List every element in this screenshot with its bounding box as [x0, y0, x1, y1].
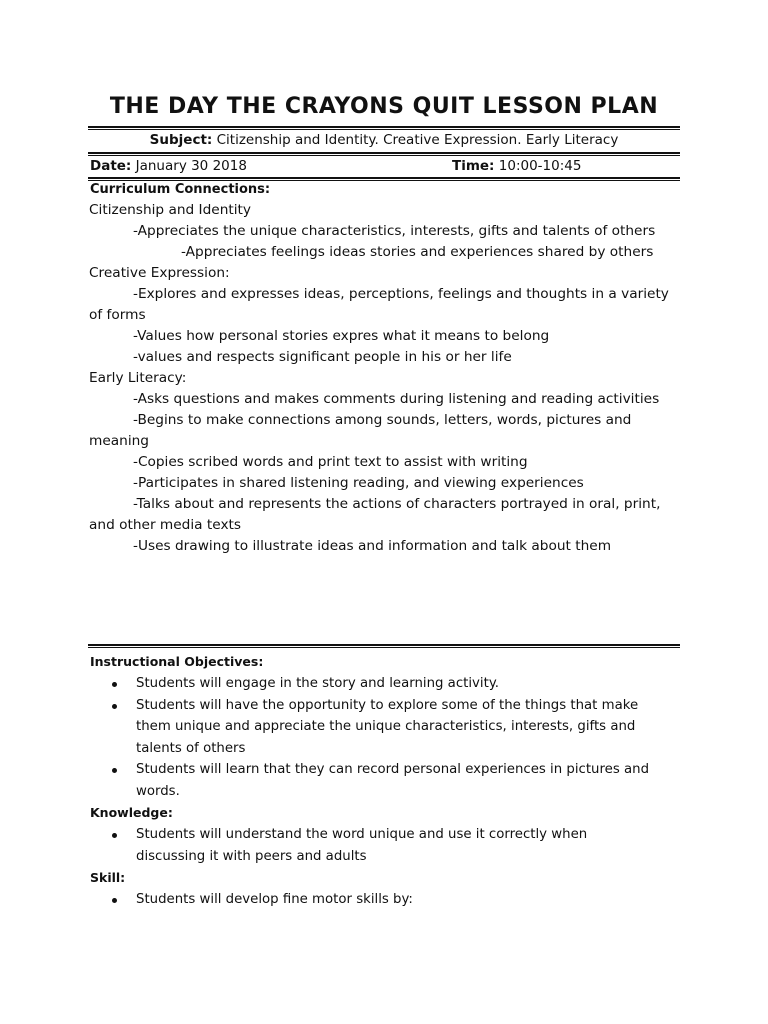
bullet-icon [112, 704, 117, 709]
divider [88, 647, 680, 648]
curriculum-outcome: -Begins to make connections among sounds, letters, words, pictures and meaning [89, 412, 632, 449]
skill-heading: Skill: [90, 870, 126, 885]
list-item-text: Students will have the opportunity to explore some of the things that make them unique and appreciate the unique characteristics, interests, gifts and talents of others [136, 697, 639, 756]
divider [88, 644, 680, 646]
list-item [90, 673, 660, 695]
divider [88, 152, 680, 154]
list-item [90, 889, 660, 911]
knowledge-heading: Knowledge: [90, 805, 173, 820]
bullet-icon [112, 768, 117, 773]
objectives-heading: Instructional Objectives: [90, 654, 264, 669]
date-field [90, 158, 247, 174]
list-item-text: Students will understand the word unique and use it correctly when discussing it with peers and adults [136, 827, 588, 864]
curriculum-outcome: -Participates in shared listening reading, and viewing experiences [133, 475, 584, 491]
time-label: Time: [452, 158, 495, 174]
list-item [90, 695, 660, 760]
list-item-text: Students will develop fine motor skills by: [136, 892, 413, 907]
curriculum-outcome: -Copies scribed words and print text to assist with writing [133, 454, 528, 470]
curriculum-outcome: -Values how personal stories expres what it means to belong [133, 328, 550, 344]
curriculum-area-heading: Citizenship and Identity [89, 202, 252, 218]
subject-value: Citizenship and Identity. Creative Expression. Early Literacy [216, 132, 619, 148]
curriculum-connections [89, 200, 679, 557]
divider [88, 180, 680, 181]
knowledge-list [90, 824, 660, 867]
divider [88, 126, 680, 128]
time-field [452, 158, 581, 174]
list-item-text: Students will engage in the story and learning activity. [136, 676, 500, 691]
list-item [90, 759, 660, 802]
list-item [90, 824, 660, 867]
objectives-list [90, 673, 660, 802]
curriculum-area-heading: Early Literacy: [89, 370, 187, 386]
document-title: THE DAY THE CRAYONS QUIT LESSON PLAN [109, 94, 659, 119]
time-value: 10:00-10:45 [498, 158, 582, 174]
bullet-icon [112, 898, 117, 903]
divider [88, 177, 680, 179]
bullet-icon [112, 833, 117, 838]
date-label: Date: [90, 158, 132, 174]
date-value: January 30 2018 [135, 158, 247, 174]
curriculum-outcome: -values and respects significant people in his or her life [133, 349, 512, 365]
curriculum-outcome: -Asks questions and makes comments during listening and reading activities [133, 391, 660, 407]
subject-line [0, 132, 768, 148]
divider [88, 155, 680, 156]
skill-list [90, 889, 660, 911]
curriculum-outcome: -Appreciates feelings ideas stories and experiences shared by others [181, 244, 654, 260]
subject-label: Subject: [149, 132, 213, 148]
divider [88, 129, 680, 130]
curriculum-outcome: -Appreciates the unique characteristics, interests, gifts and talents of others [133, 223, 656, 239]
curriculum-heading: Curriculum Connections: [90, 182, 271, 197]
curriculum-area-heading: Creative Expression: [89, 265, 230, 281]
curriculum-outcome: -Explores and expresses ideas, perceptions, feelings and thoughts in a variety of forms [89, 286, 669, 323]
list-item-text: Students will learn that they can record personal experiences in pictures and words. [136, 762, 650, 799]
bullet-icon [112, 682, 117, 687]
curriculum-outcome: -Uses drawing to illustrate ideas and information and talk about them [133, 538, 612, 554]
curriculum-outcome: -Talks about and represents the actions of characters portrayed in oral, print, and other media texts [89, 496, 661, 533]
